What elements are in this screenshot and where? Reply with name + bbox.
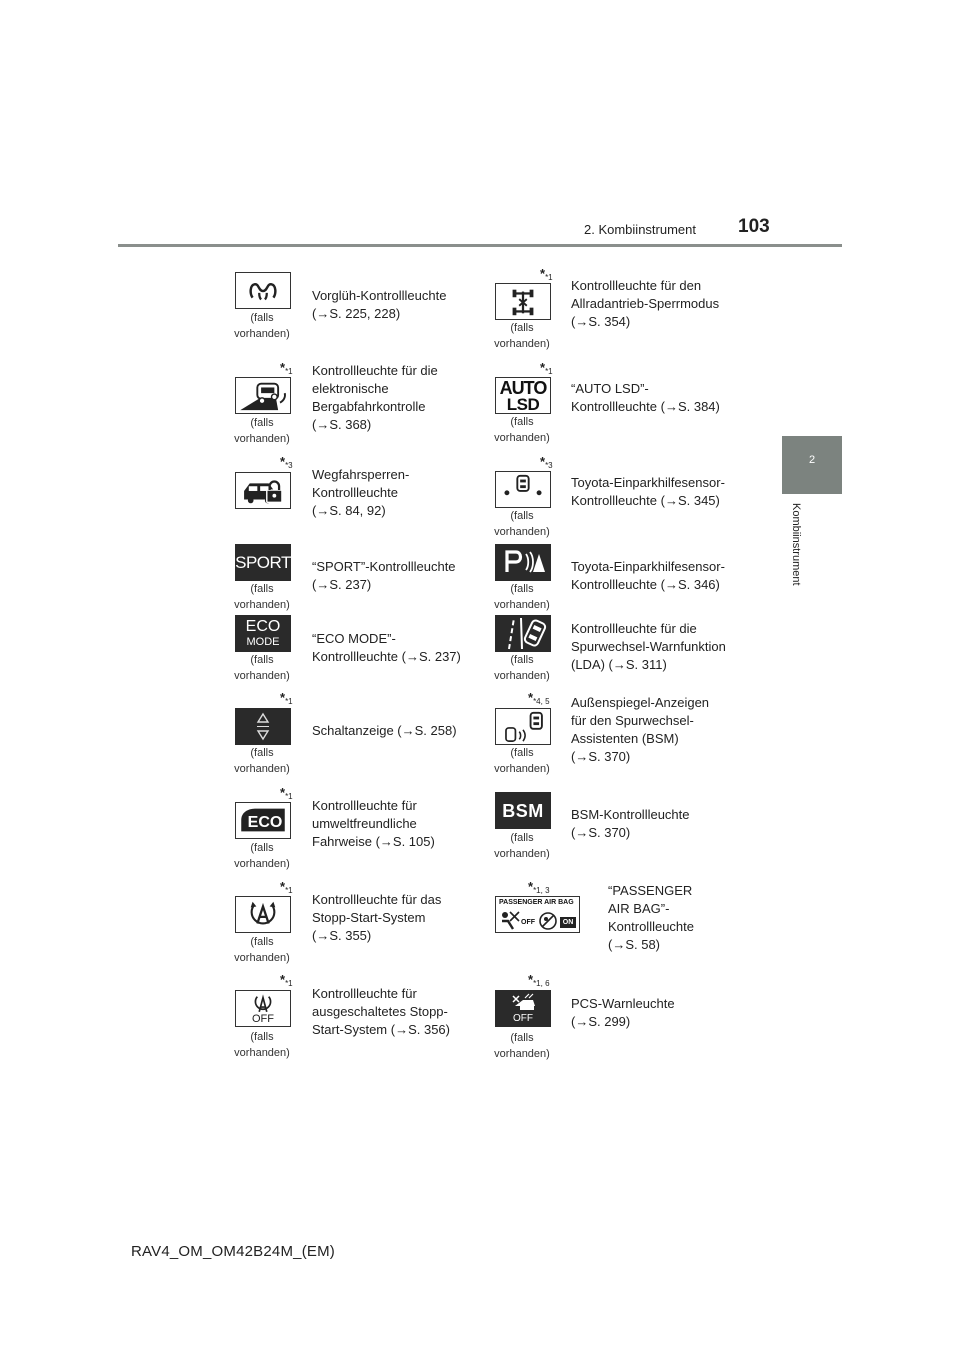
- page-number: 103: [738, 216, 770, 237]
- chapter-tab-number: 2: [808, 454, 816, 466]
- passenger-airbag-on-label: ON: [560, 917, 576, 928]
- availability-note: (falls vorhanden): [494, 416, 550, 444]
- availability-note: (falls vorhanden): [494, 322, 550, 350]
- footnote-marker: $*_{*1}$: [540, 360, 553, 376]
- bsm-icon: [495, 792, 551, 829]
- availability-note: (falls vorhanden): [494, 832, 550, 860]
- immobilizer-icon: [235, 472, 291, 509]
- availability-note: (falls vorhanden): [494, 510, 550, 538]
- chapter-tab-label: Kombiinstrument: [790, 503, 802, 586]
- downhill-assist-icon: [235, 377, 291, 414]
- chapter-title: 2. Kombiinstrument: [584, 222, 696, 237]
- header-rule: [118, 244, 842, 247]
- passenger-airbag-icon: [495, 896, 580, 933]
- indicator-description: “SPORT”-Kontrollleuchte (→S. 237): [312, 559, 456, 592]
- bsm-icon-text: BSM: [502, 800, 544, 821]
- passenger-airbag-off-label: OFF: [521, 919, 535, 926]
- stop-start-off-icon: [235, 990, 291, 1027]
- passenger-airbag-icon-title: PASSENGER AIR BAG: [499, 899, 574, 906]
- parking-assist-icon: [495, 544, 551, 581]
- footnote-marker: $*_{*1}$: [540, 266, 553, 282]
- sport-mode-icon-text: SPORT: [235, 553, 291, 572]
- indicator-description: “PASSENGER AIR BAG”- Kontrollleuchte (→S. 58): [608, 883, 694, 952]
- indicator-description: “ECO MODE”- Kontrollleuchte (→S. 237): [312, 631, 461, 664]
- sport-mode-icon: [235, 544, 291, 581]
- eco-mode-icon-text: ECO: [245, 618, 281, 635]
- footnote-marker: $*_{*1}$: [280, 879, 293, 895]
- availability-note: (falls vorhanden): [234, 936, 290, 964]
- footnote-marker: $*_{*4, 5}$: [528, 690, 550, 706]
- footnote-marker: $*_{*3}$: [540, 454, 553, 470]
- indicator-description: BSM-Kontrollleuchte (→S. 370): [571, 807, 690, 840]
- availability-note: (falls vorhanden): [234, 842, 290, 870]
- footnote-marker: $*_{*1}$: [280, 360, 293, 376]
- parking-sensor-icon: [495, 471, 551, 508]
- glow-plug-icon: [235, 272, 291, 309]
- indicator-description: “AUTO LSD”- Kontrollleuchte (→S. 384): [571, 381, 720, 414]
- indicator-description: Wegfahrsperren- Kontrollleuchte (→S. 84, 92): [312, 467, 410, 518]
- chapter-tab[interactable]: [782, 436, 842, 494]
- pcs-warning-icon-text: OFF: [513, 1013, 533, 1024]
- footnote-marker: $*_{*1}$: [280, 690, 293, 706]
- availability-note: (falls vorhanden): [234, 654, 290, 682]
- blind-spot-mirror-icon: [495, 708, 551, 745]
- stop-start-off-icon-text: OFF: [252, 1013, 274, 1025]
- stop-start-icon: [235, 896, 291, 933]
- eco-mode-icon-subtext: MODE: [246, 636, 280, 648]
- eco-mode-icon: [235, 615, 291, 652]
- indicator-description: Kontrollleuchte für ausgeschaltetes Stopp- Start-System (→S. 356): [312, 986, 450, 1037]
- availability-note: (falls vorhanden): [234, 417, 290, 445]
- auto-lsd-icon-subtext: LSD: [506, 394, 540, 414]
- awd-lock-icon: [495, 283, 551, 320]
- indicator-description: Kontrollleuchte für die Spurwechsel-Warnfunktion (LDA) (→S. 311): [571, 621, 726, 672]
- indicator-description: Toyota-Einparkhilfesensor- Kontrollleuchte (→S. 345): [571, 475, 725, 508]
- pcs-warning-icon: [495, 990, 551, 1027]
- indicator-description: Kontrollleuchte für das Stopp-Start-System (→S. 355): [312, 892, 442, 943]
- lane-departure-icon: [495, 615, 551, 652]
- availability-note: (falls vorhanden): [494, 654, 550, 682]
- availability-note: (falls vorhanden): [234, 1031, 290, 1059]
- availability-note: (falls vorhanden): [494, 747, 550, 775]
- eco-driving-icon-text: ECO: [247, 814, 283, 831]
- auto-lsd-icon: [495, 377, 551, 414]
- availability-note: (falls vorhanden): [494, 1032, 550, 1060]
- footnote-marker: $*_{*3}$: [280, 454, 293, 470]
- shift-indicator-icon: [235, 708, 291, 745]
- indicator-description: Schaltanzeige (→S. 258): [312, 723, 457, 738]
- indicator-description: Außenspiegel-Anzeigen für den Spurwechsel- Assistenten (BSM) (→S. 370): [571, 695, 710, 764]
- auto-lsd-icon-text: AUTO: [499, 377, 547, 398]
- indicator-description: Toyota-Einparkhilfesensor- Kontrollleuchte (→S. 346): [571, 559, 725, 592]
- availability-note: (falls vorhanden): [234, 747, 290, 775]
- eco-driving-icon: [235, 802, 291, 839]
- footnote-marker: $*_{*1}$: [280, 785, 293, 801]
- indicator-description: Kontrollleuchte für den Allradantrieb-Sperrmodus (→S. 354): [571, 278, 720, 329]
- footnote-marker: $*_{*1, 6}$: [528, 972, 550, 988]
- document-code: RAV4_OM_OM42B24M_(EM): [131, 1243, 335, 1260]
- availability-note: (falls vorhanden): [494, 583, 550, 611]
- indicator-description: Vorglüh-Kontrollleuchte (→S. 225, 228): [312, 288, 447, 321]
- indicator-description: PCS-Warnleuchte (→S. 299): [571, 996, 675, 1029]
- footnote-marker: $*_{*1, 3}$: [528, 879, 550, 895]
- indicator-description: Kontrollleuchte für die elektronische Bergabfahrkontrolle (→S. 368): [312, 363, 438, 432]
- footnote-marker: $*_{*1}$: [280, 972, 293, 988]
- availability-note: (falls vorhanden): [234, 583, 290, 611]
- availability-note: (falls vorhanden): [234, 312, 290, 340]
- indicator-description: Kontrollleuchte für umweltfreundliche Fahrweise (→S. 105): [312, 798, 435, 849]
